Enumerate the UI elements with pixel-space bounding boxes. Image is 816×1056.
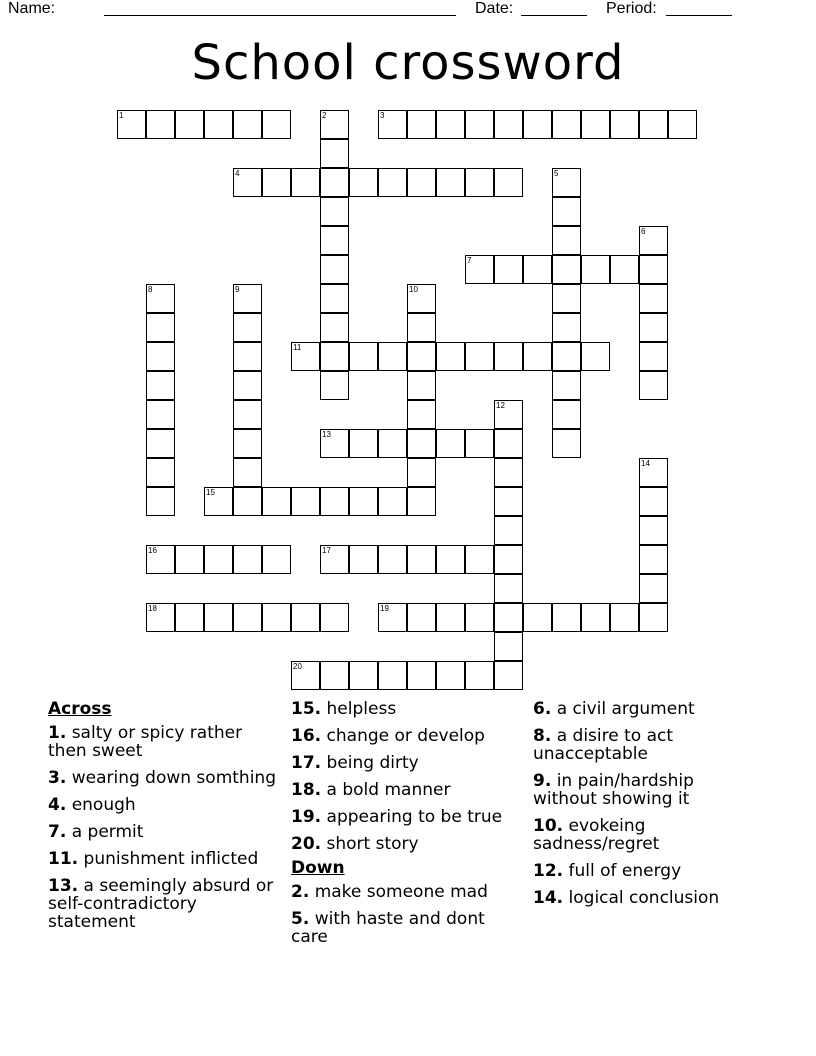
- clue-number: 3: [380, 111, 385, 120]
- grid-cell[interactable]: [494, 632, 523, 661]
- grid-cell[interactable]: [639, 110, 668, 139]
- clue-number: 9: [235, 285, 240, 294]
- grid-cell[interactable]: [465, 603, 494, 632]
- clue-item: [291, 700, 521, 718]
- clue-item-number: 15.: [291, 699, 322, 719]
- clue-item-text: logical conclusion: [563, 888, 720, 908]
- clue-number: 2: [322, 111, 327, 120]
- clue-item-number: 13.: [48, 876, 79, 896]
- grid-cell[interactable]: [320, 168, 349, 197]
- grid-cell[interactable]: [494, 603, 523, 632]
- clue-item: [291, 808, 521, 826]
- grid-cell[interactable]: [146, 313, 175, 342]
- clue-item: [48, 823, 278, 841]
- clue-item: [291, 883, 521, 901]
- grid-cell[interactable]: [552, 313, 581, 342]
- grid-cell[interactable]: [233, 545, 262, 574]
- grid-cell[interactable]: [436, 110, 465, 139]
- down-heading: Down: [291, 858, 345, 878]
- clue-item-number: 20.: [291, 834, 322, 854]
- grid-cell[interactable]: [494, 429, 523, 458]
- name-label: Name:: [8, 0, 56, 17]
- clue-number: 18: [148, 604, 157, 613]
- grid-cell[interactable]: [610, 255, 639, 284]
- clue-item-text: a seemingly absurd or self-contradictory statement: [48, 876, 274, 932]
- clue-number: 16: [148, 546, 157, 555]
- grid-cell[interactable]: [494, 342, 523, 371]
- grid-cell[interactable]: [233, 371, 262, 400]
- clue-number: 6: [641, 227, 646, 236]
- across-heading: Across: [48, 699, 112, 719]
- clue-item-number: 11.: [48, 849, 79, 869]
- grid-cell[interactable]: [407, 487, 436, 516]
- grid-cell[interactable]: [610, 603, 639, 632]
- grid-cell[interactable]: [320, 226, 349, 255]
- clue-item-text: a bold manner: [321, 780, 451, 800]
- grid-cell[interactable]: [175, 603, 204, 632]
- grid-cell[interactable]: [552, 110, 581, 139]
- clue-number: 10: [409, 285, 418, 294]
- clue-item: [533, 772, 733, 808]
- grid-cell[interactable]: [262, 545, 291, 574]
- grid-cell[interactable]: [175, 545, 204, 574]
- grid-cell[interactable]: [146, 429, 175, 458]
- date-label: Date:: [475, 0, 514, 17]
- clue-item: [291, 754, 521, 772]
- clue-item-number: 17.: [291, 753, 322, 773]
- grid-cell[interactable]: [581, 255, 610, 284]
- clue-item-text: a disire to act unacceptable: [533, 726, 673, 764]
- clue-item-text: helpless: [321, 699, 397, 719]
- clue-item: [291, 910, 521, 946]
- down-clue-list: [291, 883, 521, 946]
- across-clue-list: [48, 724, 278, 931]
- grid-cell[interactable]: [552, 342, 581, 371]
- grid-cell[interactable]: [349, 661, 378, 690]
- grid-cell[interactable]: [552, 284, 581, 313]
- clue-item-text: short story: [321, 834, 419, 854]
- down-clue-list-continued: [533, 700, 733, 907]
- grid-cell[interactable]: [436, 342, 465, 371]
- grid-cell[interactable]: [349, 487, 378, 516]
- grid-cell[interactable]: [639, 284, 668, 313]
- grid-cell[interactable]: [465, 429, 494, 458]
- grid-cell[interactable]: [204, 110, 233, 139]
- clue-item-text: change or develop: [321, 726, 485, 746]
- grid-cell[interactable]: [407, 458, 436, 487]
- clue-number: 20: [293, 662, 302, 671]
- grid-cell[interactable]: [233, 487, 262, 516]
- grid-cell[interactable]: [494, 168, 523, 197]
- grid-cell[interactable]: [407, 429, 436, 458]
- grid-cell[interactable]: [494, 458, 523, 487]
- grid-cell[interactable]: [436, 168, 465, 197]
- clue-item-number: 3.: [48, 768, 67, 788]
- grid-cell[interactable]: [320, 197, 349, 226]
- clue-item-text: salty or spicy rather then sweet: [48, 723, 243, 761]
- grid-cell[interactable]: [320, 284, 349, 313]
- clues-column-1: [48, 700, 278, 940]
- clue-item-text: full of energy: [563, 861, 682, 881]
- grid-cell[interactable]: [610, 110, 639, 139]
- grid-cell[interactable]: [320, 371, 349, 400]
- grid-cell[interactable]: [639, 342, 668, 371]
- clue-item-number: 5.: [291, 909, 310, 929]
- page-title: School crossword: [191, 35, 625, 91]
- grid-cell[interactable]: [552, 255, 581, 284]
- clue-item-text: in pain/hardship without showing it: [533, 771, 694, 809]
- grid-cell[interactable]: [494, 545, 523, 574]
- clues-column-2: [291, 700, 521, 955]
- grid-cell[interactable]: [175, 110, 204, 139]
- clue-number: 12: [496, 401, 505, 410]
- clue-number: 17: [322, 546, 331, 555]
- grid-cell[interactable]: [668, 110, 697, 139]
- grid-cell[interactable]: [494, 487, 523, 516]
- clue-item-text: wearing down somthing: [66, 768, 276, 788]
- clue-item-number: 10.: [533, 816, 564, 836]
- grid-cell[interactable]: [320, 487, 349, 516]
- grid-cell[interactable]: [494, 110, 523, 139]
- clue-item-number: 8.: [533, 726, 552, 746]
- grid-cell[interactable]: [436, 603, 465, 632]
- grid-cell[interactable]: [407, 400, 436, 429]
- clue-item-text: a civil argument: [551, 699, 695, 719]
- grid-cell[interactable]: [378, 168, 407, 197]
- clue-item-number: 12.: [533, 861, 564, 881]
- clue-number: 5: [554, 169, 559, 178]
- grid-cell[interactable]: [349, 429, 378, 458]
- clue-item-number: 7.: [48, 822, 67, 842]
- grid-cell[interactable]: [407, 371, 436, 400]
- grid-cell[interactable]: [494, 516, 523, 545]
- grid-cell[interactable]: [146, 110, 175, 139]
- clue-number: 7: [467, 256, 472, 265]
- clue-number: 15: [206, 488, 215, 497]
- grid-cell[interactable]: [291, 487, 320, 516]
- grid-cell[interactable]: [349, 342, 378, 371]
- grid-cell[interactable]: [639, 574, 668, 603]
- grid-cell[interactable]: [407, 545, 436, 574]
- grid-cell[interactable]: [523, 603, 552, 632]
- clue-item: [48, 769, 278, 787]
- clue-item-text: being dirty: [321, 753, 419, 773]
- clue-item: [48, 877, 278, 931]
- grid-cell[interactable]: [436, 661, 465, 690]
- clue-item: [533, 862, 733, 880]
- grid-cell[interactable]: [146, 371, 175, 400]
- grid-cell[interactable]: [639, 255, 668, 284]
- clue-item-text: punishment inflicted: [78, 849, 259, 869]
- grid-cell[interactable]: [378, 429, 407, 458]
- clue-item-number: 9.: [533, 771, 552, 791]
- grid-cell[interactable]: [146, 458, 175, 487]
- grid-cell[interactable]: [262, 168, 291, 197]
- clue-item-number: 6.: [533, 699, 552, 719]
- clue-number: 8: [148, 285, 153, 294]
- grid-cell[interactable]: [233, 429, 262, 458]
- grid-cell[interactable]: [581, 110, 610, 139]
- grid-cell[interactable]: [465, 110, 494, 139]
- grid-cell[interactable]: [320, 603, 349, 632]
- grid-cell[interactable]: [552, 197, 581, 226]
- grid-cell[interactable]: [581, 342, 610, 371]
- grid-cell[interactable]: [436, 429, 465, 458]
- grid-cell[interactable]: [552, 226, 581, 255]
- grid-cell[interactable]: [407, 110, 436, 139]
- grid-cell[interactable]: [204, 545, 233, 574]
- grid-cell[interactable]: [262, 603, 291, 632]
- grid-cell[interactable]: [639, 516, 668, 545]
- across-clue-list-continued: [291, 700, 521, 853]
- clue-item-text: evokeing sadness/regret: [533, 816, 660, 854]
- grid-cell[interactable]: [407, 603, 436, 632]
- clue-item: [291, 835, 521, 853]
- grid-cell[interactable]: [639, 603, 668, 632]
- grid-cell[interactable]: [552, 400, 581, 429]
- grid-cell[interactable]: [378, 487, 407, 516]
- grid-cell[interactable]: [378, 661, 407, 690]
- grid-cell[interactable]: [494, 255, 523, 284]
- grid-cell[interactable]: [639, 487, 668, 516]
- clue-number: 14: [641, 459, 650, 468]
- grid-cell[interactable]: [233, 110, 262, 139]
- clue-item-number: 4.: [48, 795, 67, 815]
- grid-cell[interactable]: [407, 313, 436, 342]
- grid-cell[interactable]: [407, 342, 436, 371]
- grid-cell[interactable]: [378, 342, 407, 371]
- grid-cell[interactable]: [349, 168, 378, 197]
- grid-cell[interactable]: [465, 342, 494, 371]
- clue-item-number: 16.: [291, 726, 322, 746]
- clue-item-text: a permit: [66, 822, 144, 842]
- clue-item: [533, 889, 733, 907]
- grid-cell[interactable]: [494, 574, 523, 603]
- grid-cell[interactable]: [581, 603, 610, 632]
- clue-number: 11: [293, 343, 302, 352]
- grid-cell[interactable]: [233, 458, 262, 487]
- grid-cell[interactable]: [465, 168, 494, 197]
- clue-item: [48, 850, 278, 868]
- clue-item-text: with haste and dont care: [291, 909, 485, 947]
- clue-number: 1: [119, 111, 124, 120]
- clue-item-number: 2.: [291, 882, 310, 902]
- grid-cell[interactable]: [494, 661, 523, 690]
- clue-item: [291, 781, 521, 799]
- grid-cell[interactable]: [436, 545, 465, 574]
- grid-cell[interactable]: [320, 313, 349, 342]
- clue-item: [533, 700, 733, 718]
- clue-item-number: 1.: [48, 723, 67, 743]
- grid-cell[interactable]: [204, 603, 233, 632]
- grid-cell[interactable]: [378, 545, 407, 574]
- grid-cell[interactable]: [523, 342, 552, 371]
- grid-cell[interactable]: [320, 661, 349, 690]
- grid-cell[interactable]: [552, 371, 581, 400]
- grid-cell[interactable]: [552, 429, 581, 458]
- clue-number: 4: [235, 169, 240, 178]
- grid-cell[interactable]: [639, 371, 668, 400]
- grid-cell[interactable]: [233, 313, 262, 342]
- grid-cell[interactable]: [349, 545, 378, 574]
- clue-item-text: make someone mad: [309, 882, 488, 902]
- grid-cell[interactable]: [233, 400, 262, 429]
- grid-cell[interactable]: [523, 110, 552, 139]
- grid-cell[interactable]: [639, 313, 668, 342]
- grid-cell[interactable]: [262, 110, 291, 139]
- clue-item: [48, 724, 278, 760]
- grid-cell[interactable]: [262, 487, 291, 516]
- grid-cell[interactable]: [552, 603, 581, 632]
- clue-item: [533, 727, 733, 763]
- grid-cell[interactable]: [146, 487, 175, 516]
- grid-cell[interactable]: [233, 342, 262, 371]
- grid-cell[interactable]: [465, 661, 494, 690]
- grid-cell[interactable]: [407, 661, 436, 690]
- grid-cell[interactable]: [146, 400, 175, 429]
- grid-cell[interactable]: [320, 342, 349, 371]
- clue-item-number: 18.: [291, 780, 322, 800]
- grid-cell[interactable]: [146, 342, 175, 371]
- period-label: Period:: [606, 0, 657, 17]
- grid-cell[interactable]: [320, 255, 349, 284]
- grid-cell[interactable]: [233, 603, 262, 632]
- grid-cell[interactable]: [465, 545, 494, 574]
- grid-cell[interactable]: [639, 545, 668, 574]
- clue-item-number: 14.: [533, 888, 564, 908]
- clue-item: [291, 727, 521, 745]
- grid-cell[interactable]: [291, 168, 320, 197]
- clue-number: 13: [322, 430, 331, 439]
- clue-item-number: 19.: [291, 807, 322, 827]
- grid-cell[interactable]: [523, 255, 552, 284]
- clue-item: [48, 796, 278, 814]
- clue-number: 19: [380, 604, 389, 613]
- clue-item-text: appearing to be true: [321, 807, 503, 827]
- clue-item-text: enough: [66, 795, 136, 815]
- grid-cell[interactable]: [291, 603, 320, 632]
- clues-column-3: [533, 700, 733, 916]
- grid-cell[interactable]: [320, 139, 349, 168]
- clue-item: [533, 817, 733, 853]
- grid-cell[interactable]: [407, 168, 436, 197]
